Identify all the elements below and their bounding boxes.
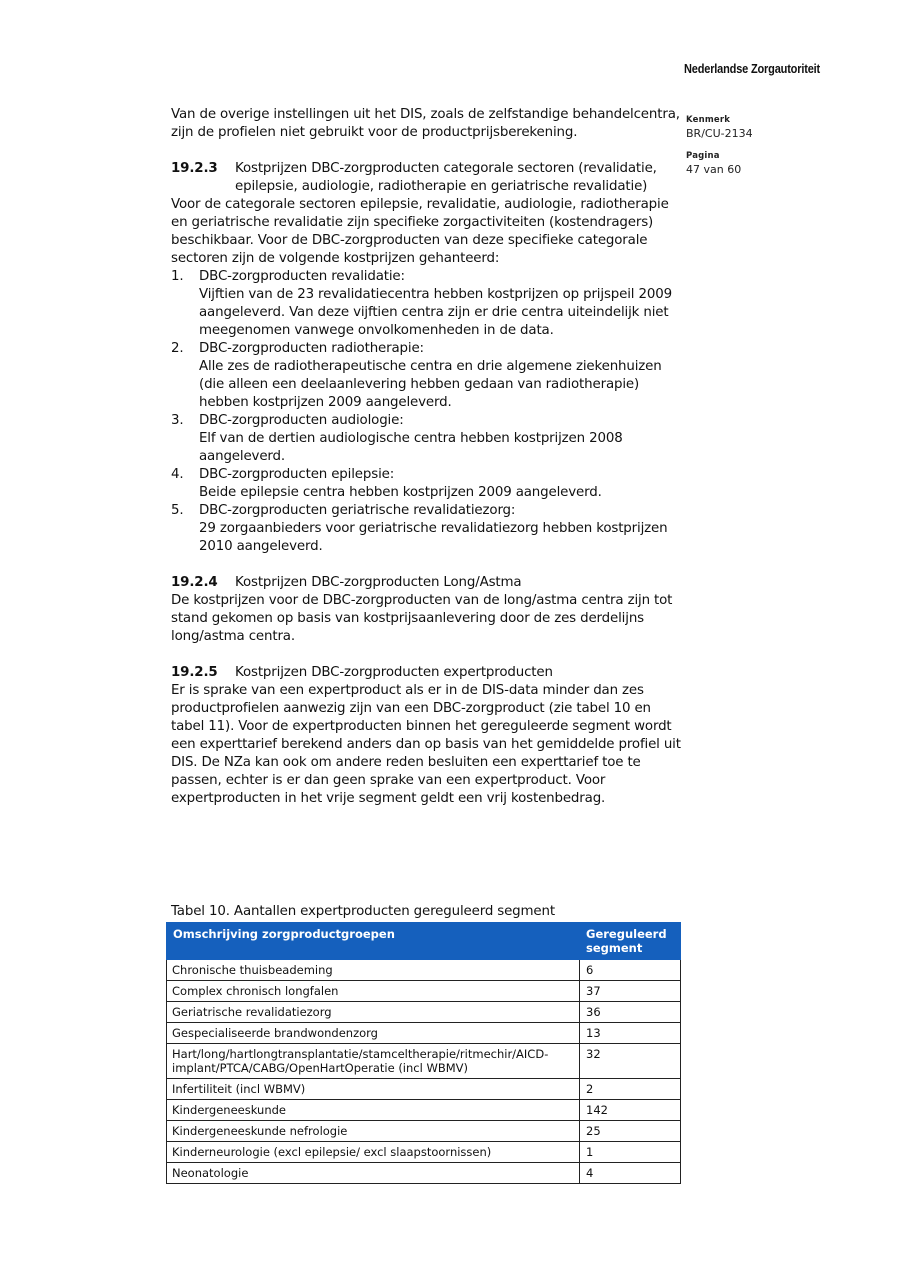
table-row — [167, 1100, 681, 1121]
row-count: 2 — [580, 1079, 681, 1100]
column-header-description: Omschrijving zorgproductgroepen — [167, 923, 580, 960]
section-title: Kostprijzen DBC-zorgproducten Long/Astma — [235, 575, 522, 590]
section-number: 19.2.5 — [171, 665, 218, 680]
row-description: Geriatrische revalidatiezorg — [167, 1002, 580, 1023]
row-count: 32 — [580, 1044, 681, 1079]
table-row — [167, 1044, 681, 1079]
row-count: 25 — [580, 1121, 681, 1142]
list-item-text: Alle zes de radiotherapeutische centra en drie algemene ziekenhuizen (die alleen een deelaanlevering hebben gedaan van radiotherapie) hebben kostprijzen 2009 aangeleverd. — [199, 359, 662, 410]
section-body: Er is sprake van een expertproduct als er in de DIS-data minder dan zes productprofielen aanwezig zijn van een DBC-zorgproduct (zie tabel 10 en tabel 11). Voor de expertproducten binnen het gereguleerde segment wordt een experttarief berekend anders dan op basis van het gemiddelde profiel uit DIS. De NZa kan ook om andere reden besluiten een experttarief toe te passen, echter is er dan geen sprake van een expertproduct. Voor expertproducten in het vrije segment geldt een vrij kostenbedrag. — [171, 683, 681, 806]
table-row — [167, 1002, 681, 1023]
list-item-heading: DBC-zorgproducten geriatrische revalidatiezorg: — [199, 503, 516, 518]
list-item: 5. DBC-zorgproducten geriatrische revalidatiezorg: 29 zorgaanbieders voor geriatrische revalidatiezorg hebben kostprijzen 2010 aangeleverd. — [171, 503, 668, 554]
column-header-segment: Gereguleerd segment — [580, 923, 681, 960]
organization-name: Nederlandse Zorgautoriteit — [684, 62, 821, 76]
row-description: Neonatologie — [167, 1163, 580, 1184]
document-meta — [686, 114, 753, 176]
list-item: 1. DBC-zorgproducten revalidatie: Vijftien van de 23 revalidatiecentra hebben kostprijzen op prijspeil 2009 aangeleverd. Van deze vijftien centra zijn er drie centra uiteindelijk niet meegenomen vanwege onvolkomenheden in de data. — [171, 269, 672, 338]
expert-products-table — [166, 922, 681, 1184]
section-heading-19-2-3 — [171, 160, 686, 196]
row-count: 6 — [580, 960, 681, 981]
row-count: 13 — [580, 1023, 681, 1044]
list-item-text: Elf van de dertien audiologische centra hebben kostprijzen 2008 aangeleverd. — [199, 431, 623, 464]
pagina-value: 47 van 60 — [686, 163, 742, 176]
table-header-row — [167, 923, 681, 960]
pagina-label: Pagina — [686, 151, 720, 161]
row-description: Kindergeneeskunde nefrologie — [167, 1121, 580, 1142]
table-row — [167, 1023, 681, 1044]
document-body — [171, 106, 686, 808]
row-count: 37 — [580, 981, 681, 1002]
list-item: 3. DBC-zorgproducten audiologie: Elf van de dertien audiologische centra hebben kostprijzen 2008 aangeleverd. — [171, 413, 623, 464]
row-count: 4 — [580, 1163, 681, 1184]
list-item-heading: DBC-zorgproducten epilepsie: — [199, 467, 395, 482]
intro-paragraph: Van de overige instellingen uit het DIS, zoals de zelfstandige behandelcentra, zijn de profielen niet gebruikt voor de productprijsberekening. — [171, 107, 680, 140]
list-item-text: 29 zorgaanbieders voor geriatrische revalidatiezorg hebben kostprijzen 2010 aangeleverd. — [199, 521, 668, 554]
row-count: 36 — [580, 1002, 681, 1023]
row-count: 142 — [580, 1100, 681, 1121]
section-body: De kostprijzen voor de DBC-zorgproducten van de long/astma centra zijn tot stand gekomen op basis van kostprijsaanlevering door de zes derdelijns long/astma centra. — [171, 593, 673, 644]
section-heading-19-2-4 — [171, 574, 686, 592]
table-row — [167, 1142, 681, 1163]
row-description: Complex chronisch longfalen — [167, 981, 580, 1002]
list-item-heading: DBC-zorgproducten revalidatie: — [199, 269, 405, 284]
section-number: 19.2.4 — [171, 575, 218, 590]
kenmerk-label: Kenmerk — [686, 115, 731, 125]
section-heading-19-2-5 — [171, 664, 686, 682]
row-description: Kinderneurologie (excl epilepsie/ excl slaapstoornissen) — [167, 1142, 580, 1163]
section-title: Kostprijzen DBC-zorgproducten expertproducten — [235, 665, 553, 680]
list-item-text: Beide epilepsie centra hebben kostprijzen 2009 aangeleverd. — [199, 485, 602, 500]
table-row — [167, 1079, 681, 1100]
row-description: Gespecialiseerde brandwondenzorg — [167, 1023, 580, 1044]
table-row — [167, 1121, 681, 1142]
list-item-heading: DBC-zorgproducten radiotherapie: — [199, 341, 424, 356]
row-count: 1 — [580, 1142, 681, 1163]
table-caption: Tabel 10. Aantallen expertproducten gereguleerd segment — [171, 904, 555, 919]
row-description: Infertiliteit (incl WBMV) — [167, 1079, 580, 1100]
list-item: 4. DBC-zorgproducten epilepsie: Beide epilepsie centra hebben kostprijzen 2009 aangeleverd. — [171, 467, 602, 500]
table-row — [167, 960, 681, 981]
list-item-text: Vijftien van de 23 revalidatiecentra hebben kostprijzen op prijspeil 2009 aangeleverd. Van deze vijftien centra zijn er drie centra uiteindelijk niet meegenomen vanwege onvolkomenheden in de data. — [199, 287, 672, 338]
cost-price-list — [171, 268, 686, 556]
section-body: Voor de categorale sectoren epilepsie, revalidatie, audiologie, radiotherapie en geriatrische revalidatie zijn specifieke zorgactiviteiten (kostendragers) beschikbaar. Voor de DBC-zorgproducten van deze specifieke categorale sectoren zijn de volgende kostprijzen gehanteerd: — [171, 197, 669, 266]
row-description: Kindergeneeskunde — [167, 1100, 580, 1121]
section-title: Kostprijzen DBC-zorgproducten categorale sectoren (revalidatie, epilepsie, audiologie, radiotherapie en geriatrische revalidatie) — [235, 161, 657, 194]
list-item-heading: DBC-zorgproducten audiologie: — [199, 413, 404, 428]
row-description: Hart/long/hartlongtransplantatie/stamceltherapie/ritmechir/AICD-implant/PTCA/CABG/OpenHartOperatie (incl WBMV) — [167, 1044, 580, 1079]
kenmerk-value: BR/CU-2134 — [686, 127, 753, 140]
section-number: 19.2.3 — [171, 161, 218, 176]
row-description: Chronische thuisbeademing — [167, 960, 580, 981]
list-item: 2. DBC-zorgproducten radiotherapie: Alle zes de radiotherapeutische centra en drie algemene ziekenhuizen (die alleen een deelaanlevering hebben gedaan van radiotherapie) hebben kostprijzen 2009 aangeleverd. — [171, 341, 662, 410]
table-row — [167, 981, 681, 1002]
table-row — [167, 1163, 681, 1184]
